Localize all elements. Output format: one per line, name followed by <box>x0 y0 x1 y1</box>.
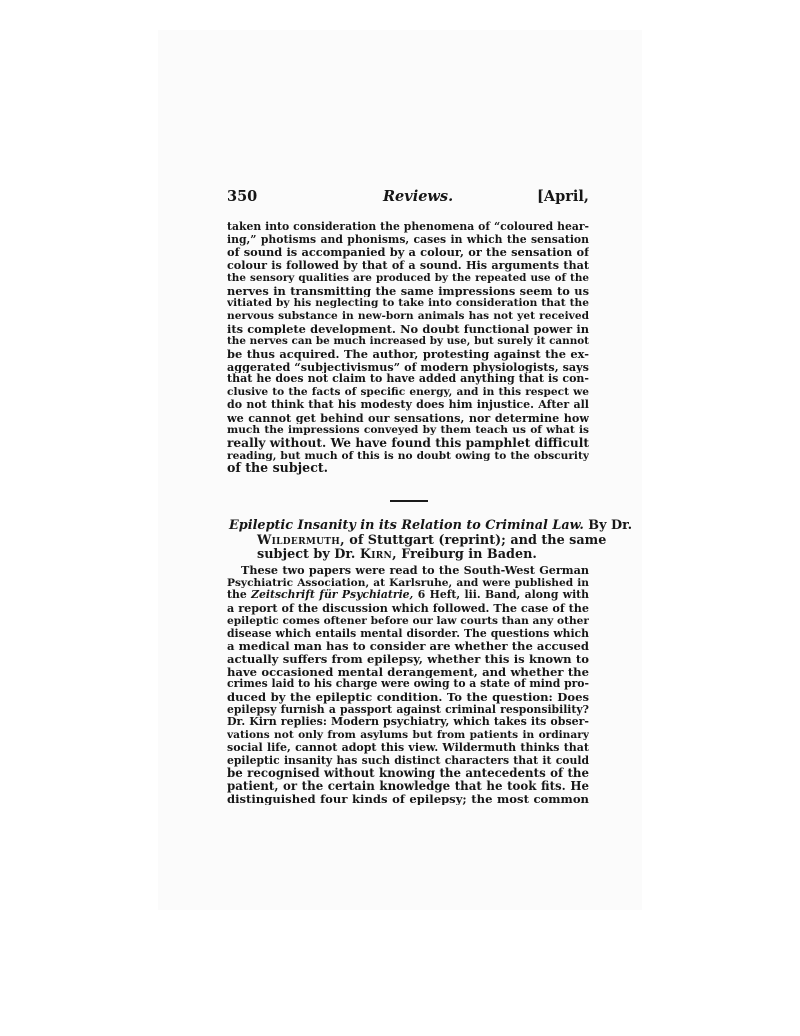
text-line: Psychiatric Association, at Karlsruhe, and were published in <box>227 576 589 589</box>
text-line: do not think that his modesty does him injustice. After all <box>227 398 589 411</box>
text-line: epileptic insanity has such distinct characters that it could <box>227 754 589 767</box>
text-line <box>227 589 589 602</box>
review-title: Epileptic Insanity in its Relation to Criminal Law. <box>229 518 584 533</box>
text-line: be thus acquired. The author, protesting against the ex- <box>227 348 589 361</box>
text-line: clusive to the facts of specific energy, and in this respect we <box>227 386 589 399</box>
text-line: Dr. Kirn replies: Modern psychiatry, which takes its obser- <box>227 716 589 729</box>
review-body <box>227 564 589 805</box>
page-number: 350 <box>227 188 258 205</box>
text-line: a medical man has to consider are whether the accused <box>227 640 589 653</box>
text-line: the nerves can be much increased by use, but surely it cannot <box>227 335 589 348</box>
journal-title: Zeitschrift für Psychiatrie, <box>251 589 414 602</box>
text-line: epilepsy furnish a passport against criminal responsibility? <box>227 703 589 716</box>
text-line: epileptic comes oftener before our law courts than any other <box>227 614 589 627</box>
text-fragment: the <box>227 589 247 602</box>
text-line: reading, but much of this is no doubt owing to the obscurity <box>227 449 589 462</box>
text-line: taken into consideration the phenomena of “coloured hear- <box>227 221 589 233</box>
text-line: we cannot get behind our sensations, nor determine how <box>227 411 589 425</box>
review-heading-line-3 <box>229 548 589 563</box>
text-line: ing,” photisms and phonisms, cases in which the sensation <box>227 233 589 246</box>
header-date: [April, <box>537 188 589 205</box>
text-line: that he does not claim to have added anything that is con- <box>227 373 589 386</box>
text-line: of sound is accompanied by a colour, or the sensation of <box>227 246 589 260</box>
text-line: patient, or the certain knowledge that he took fits. He <box>227 779 589 793</box>
text-line: vations not only from asylums but from patients in ordinary <box>227 729 589 742</box>
running-title: Reviews. <box>383 188 454 205</box>
text-line: duced by the epileptic condition. To the question: Does <box>227 691 589 704</box>
review-heading-line-1 <box>229 518 633 534</box>
author-wildermuth: Wildermuth, <box>257 532 345 548</box>
review-heading <box>229 518 633 563</box>
text-line: a report of the discussion which followed. The case of the <box>227 602 589 615</box>
text-line: the sensory qualities are produced by the repeated use of the <box>227 271 589 284</box>
text-line: nervous substance in new-born animals has not yet received <box>227 309 589 322</box>
text-line: social life, cannot adopt this view. Wildermuth thinks that <box>227 741 589 754</box>
page-header <box>227 188 589 208</box>
review-by: By Dr. <box>588 518 633 533</box>
text-line: colour is followed by that of a sound. His arguments that <box>227 259 589 272</box>
text-line: much the impressions conveyed by them teach us of what is <box>227 424 589 437</box>
review-heading-line-2 <box>229 532 607 549</box>
review-heading-text: Freiburg in Baden. <box>401 547 537 562</box>
text-line: distinguished four kinds of epilepsy; the most common <box>227 792 589 806</box>
text-line: have occasioned mental derangement, and whether the <box>227 665 589 679</box>
text-line: actually suffers from epilepsy, whether this is known to <box>227 652 589 666</box>
text-fragment: 6 Heft, lii. Band, along with <box>417 589 589 602</box>
text-line: crimes laid to his charge were owing to a state of mind pro- <box>227 678 589 691</box>
author-kirn: Kirn, <box>359 547 397 562</box>
paragraph-continued <box>227 221 589 475</box>
text-line: its complete development. No doubt functional power in <box>227 322 589 336</box>
section-divider <box>390 500 428 502</box>
text-line: These two papers were read to the South-West German <box>241 564 589 577</box>
text-line: aggerated “subjectivismus” of modern physiologists, says <box>227 360 589 374</box>
text-line: vitiated by his neglecting to take into consideration that the <box>227 297 589 310</box>
review-heading-text: of Stuttgart (reprint); and the same <box>349 532 607 548</box>
text-line: be recognised without knowing the antecedents of the <box>227 767 589 780</box>
text-line: really without. We have found this pamphlet difficult <box>227 436 589 450</box>
text-line: disease which entails mental disorder. The questions which <box>227 627 589 640</box>
text-line: nerves in transmitting the same impressions seem to us <box>227 284 589 298</box>
review-heading-text: subject by Dr. <box>257 547 356 562</box>
text-line: of the subject. <box>227 462 329 476</box>
